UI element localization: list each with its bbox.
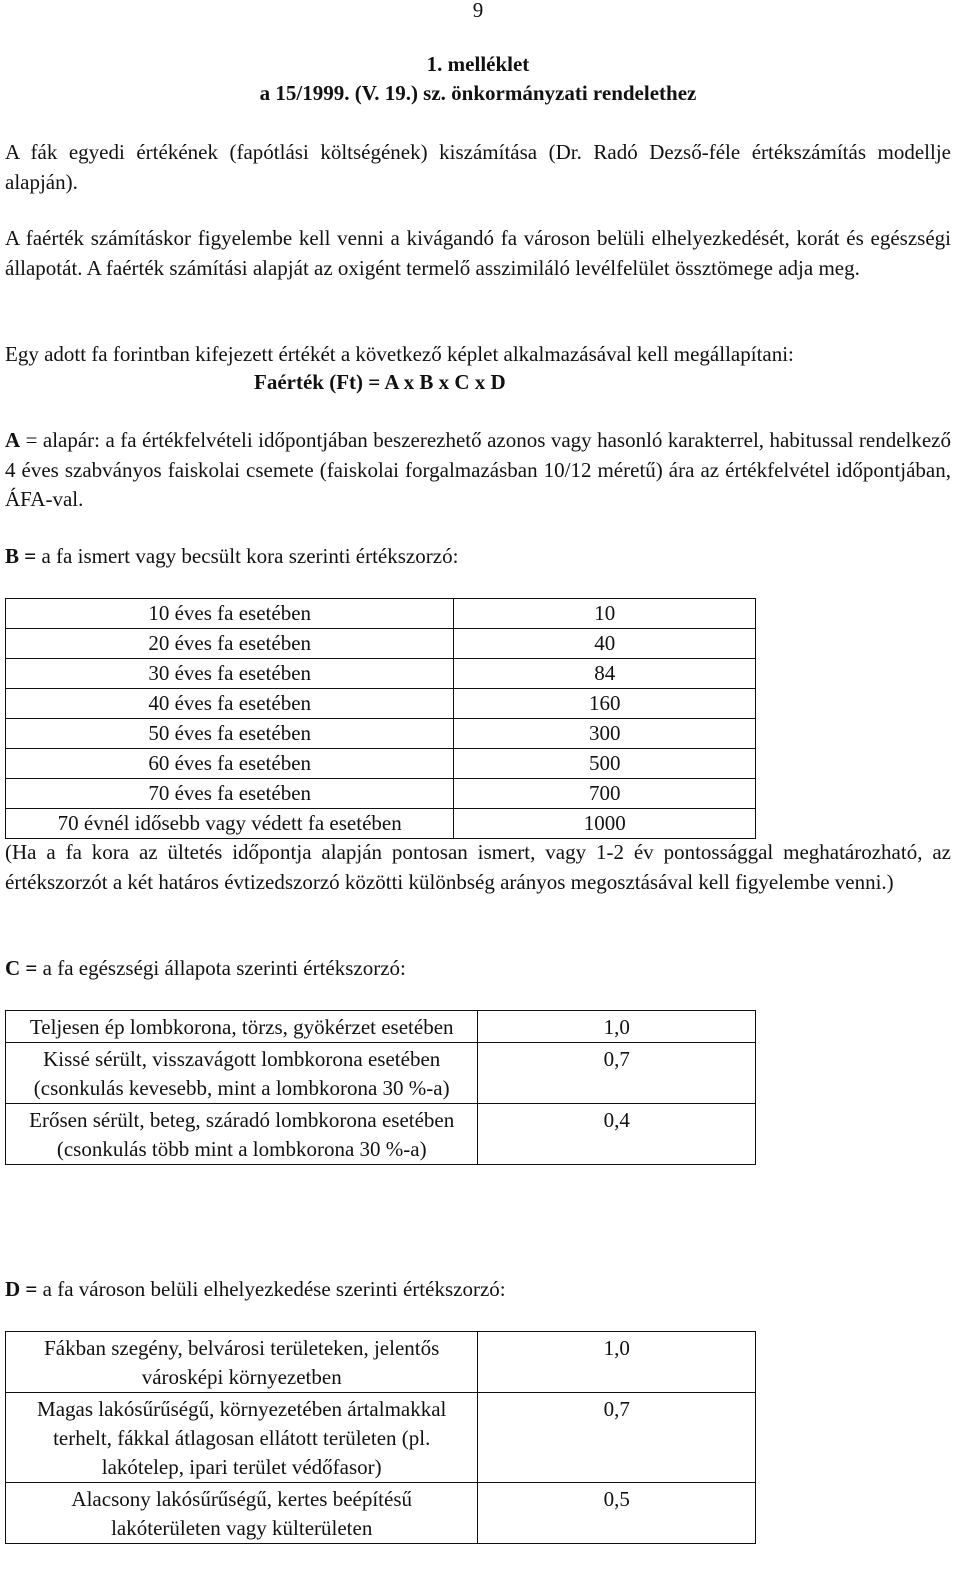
table-row: [6, 809, 756, 839]
table-cell-label: Magas lakósűrűségű, környezetében ártalmakkal terhelt, fákkal átlagosan ellátott területen (pl. lakótelep, ipari terület védőfasor): [6, 1393, 478, 1483]
table-cell-label: Erősen sérült, beteg, száradó lombkorona esetében (csonkulás több mint a lombkorona 30 %-a): [6, 1104, 478, 1165]
table-cell-value: 0,7: [478, 1043, 756, 1104]
table-row: [6, 1104, 756, 1165]
table-cell-label: 70 éves fa esetében: [6, 779, 454, 809]
definition-d: [5, 1275, 951, 1305]
definition-b-label: B =: [5, 544, 37, 568]
definition-c-text: a fa egészségi állapota szerinti értékszorzó:: [37, 956, 406, 980]
table-row: [6, 599, 756, 629]
table-cell-value: 500: [454, 749, 756, 779]
definition-a-text: = alapár: a fa értékfelvételi időpontjában beszerezhető azonos vagy hasonló karakterrel, habitussal rendelkező 4 éves szabványos faiskolai csemete (faiskolai forgalmazásban 10/12 méretű) ára az értékfelvétel időpontjában, ÁFA-val.: [5, 428, 951, 511]
table-cell-label: Kissé sérült, visszavágott lombkorona esetében (csonkulás kevesebb, mint a lombkorona 30 %-a): [6, 1043, 478, 1104]
table-row: [6, 1483, 756, 1544]
table-cell-label: Teljesen ép lombkorona, törzs, gyökérzet esetében: [6, 1011, 478, 1043]
table-cell-label: Fákban szegény, belvárosi területeken, jelentős városképi környezetben: [6, 1332, 478, 1393]
location-multiplier-table: [5, 1331, 756, 1544]
table-cell-value: 84: [454, 659, 756, 689]
definition-d-label: D =: [5, 1277, 38, 1301]
table-row: [6, 1011, 756, 1043]
table-row: [6, 1043, 756, 1104]
table-row: [6, 629, 756, 659]
page-number: 9: [472, 0, 484, 22]
table-row: [6, 749, 756, 779]
table-cell-label: 20 éves fa esetében: [6, 629, 454, 659]
table-cell-value: 1,0: [478, 1011, 756, 1043]
table-cell-value: 700: [454, 779, 756, 809]
definition-a: [5, 426, 951, 515]
table-row: [6, 1332, 756, 1393]
table-cell-label: 40 éves fa esetében: [6, 689, 454, 719]
table-cell-value: 40: [454, 629, 756, 659]
table-cell-value: 1,0: [478, 1332, 756, 1393]
annex-heading: [0, 50, 956, 108]
table-cell-value: 0,5: [478, 1483, 756, 1544]
age-note: (Ha a fa kora az ültetés időpontja alapján pontosan ismert, vagy 1-2 év pontossággal meghatározható, az értékszorzót a két határos évtizedszorzó közötti különbség arányos megosztásával kell figyelembe venni.): [5, 840, 951, 894]
table-cell-label: 50 éves fa esetében: [6, 719, 454, 749]
table-cell-value: 300: [454, 719, 756, 749]
table-cell-value: 0,4: [478, 1104, 756, 1165]
health-multiplier-table: [5, 1010, 756, 1165]
table-row: [6, 719, 756, 749]
definition-c: [5, 954, 951, 984]
table-row: [6, 1393, 756, 1483]
annex-title: 1. melléklet: [426, 52, 530, 76]
table-row: [6, 659, 756, 689]
table-cell-label: Alacsony lakósűrűségű, kertes beépítésű lakóterületen vagy külterületen: [6, 1483, 478, 1544]
table-cell-value: 160: [454, 689, 756, 719]
table-row: [6, 689, 756, 719]
formula: Faérték (Ft) = A x B x C x D: [254, 370, 506, 394]
table-cell-value: 1000: [454, 809, 756, 839]
definition-b-text: a fa ismert vagy becsült kora szerinti értékszorzó:: [36, 544, 459, 568]
table-row: [6, 779, 756, 809]
age-multiplier-table: [5, 598, 756, 839]
table-cell-label: 60 éves fa esetében: [6, 749, 454, 779]
annex-subtitle: a 15/1999. (V. 19.) sz. önkormányzati rendelethez: [259, 81, 697, 105]
definition-b: [5, 542, 951, 572]
table-cell-label: 10 éves fa esetében: [6, 599, 454, 629]
table-cell-value: 0,7: [478, 1393, 756, 1483]
table-cell-label: 30 éves fa esetében: [6, 659, 454, 689]
definition-d-text: a fa városon belüli elhelyezkedése szerinti értékszorzó:: [37, 1277, 506, 1301]
table-cell-value: 10: [454, 599, 756, 629]
method-paragraph: A faérték számításkor figyelembe kell venni a kivágandó fa városon belüli elhelyezkedését, korát és egészségi állapotát. A faérték számítási alapját az oxigént termelő asszimiláló levélfelület össztömege adja meg.: [5, 226, 951, 280]
intro-paragraph: A fák egyedi értékének (fapótlási költségének) kiszámítása (Dr. Radó Dezső-féle értékszámítás modellje alapján).: [5, 140, 951, 194]
definition-c-label: C =: [5, 956, 38, 980]
definition-a-label: A: [5, 428, 21, 452]
table-cell-label: 70 évnél idősebb vagy védett fa esetében: [6, 809, 454, 839]
formula-intro: Egy adott fa forintban kifejezett értékét a következő képlet alkalmazásával kell megállapítani:: [5, 342, 794, 366]
